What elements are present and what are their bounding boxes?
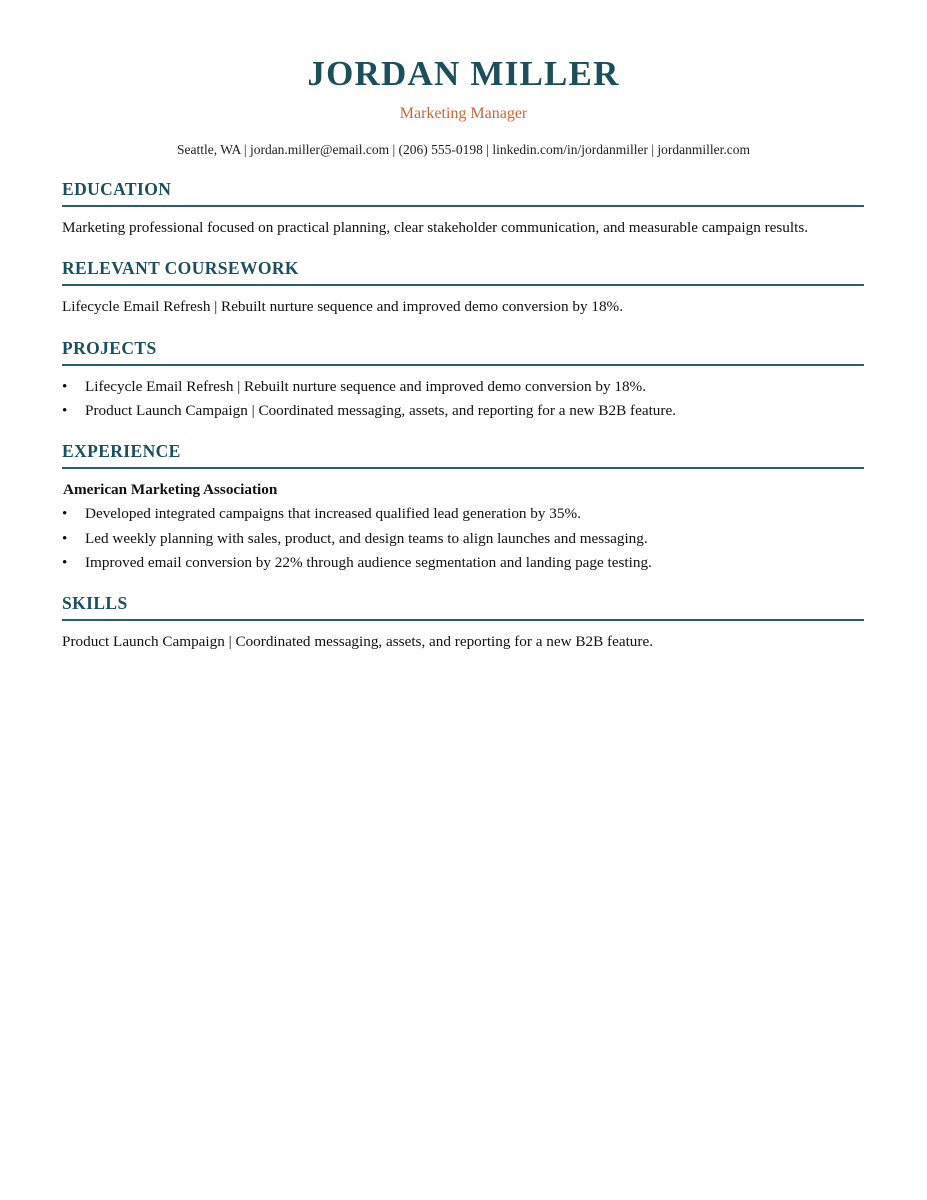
bullet-dot-icon: • [62,377,68,395]
section-divider-skills [62,619,864,621]
contact-info-line: Seattle, WA | jordan.miller@email.com | (206) 555-0198 | linkedin.com/in/jordanmiller | jordanmiller.com [177,142,750,158]
section-divider-experience [62,467,864,469]
candidate-job-title: Marketing Manager [399,105,528,123]
bullet-dot-icon: • [62,529,68,547]
section-heading-projects: PROJECTS [62,337,157,358]
section-spacer [62,586,864,593]
skills-text: Product Launch Campaign | Coordinated messaging, assets, and reporting for a new B2B feature. [62,633,653,651]
list-item [62,400,864,422]
list-item-text: Led weekly planning with sales, product, and design teams to align launches and messaging. [85,529,648,547]
section-divider-relevant-coursework [62,284,864,286]
list-item-text: Developed integrated campaigns that increased qualified lead generation by 35%. [85,505,581,523]
section-heading-education: EDUCATION [62,178,172,199]
section-heading-experience: EXPERIENCE [62,441,181,462]
list-item [62,503,864,525]
section-education [62,179,864,239]
section-spacer [62,331,864,338]
section-spacer [62,434,864,441]
section-skills [62,593,864,653]
coursework-text: Lifecycle Email Refresh | Rebuilt nurture sequence and improved demo conversion by 18%. [62,298,624,316]
resume-body [0,179,927,654]
list-item [62,376,864,398]
section-divider-projects [62,364,864,366]
projects-bullet-list [62,376,864,423]
bullet-dot-icon: • [62,554,68,572]
experience-organization-name: American Marketing Association [63,481,278,499]
list-item [62,528,864,550]
section-divider-education [62,205,864,207]
list-item-text: Product Launch Campaign | Coordinated messaging, assets, and reporting for a new B2B feature. [85,401,676,419]
section-projects [62,338,864,423]
list-item-text: Lifecycle Email Refresh | Rebuilt nurture sequence and improved demo conversion by 18%. [85,377,647,395]
resume-header [0,0,927,159]
section-heading-relevant-coursework: RELEVANT COURSEWORK [62,258,299,279]
experience-bullet-list [62,503,864,574]
section-relevant-coursework [62,258,864,318]
list-item [62,552,864,574]
bullet-dot-icon: • [62,401,68,419]
education-summary-text: Marketing professional focused on practical planning, clear stakeholder communication, and measurable campaign results. [62,218,809,236]
section-heading-skills: SKILLS [62,593,128,614]
section-experience [62,441,864,574]
bullet-dot-icon: • [62,505,68,523]
candidate-name: JORDAN MILLER [307,54,620,93]
list-item-text: Improved email conversion by 22% through audience segmentation and landing page testing. [85,554,652,572]
section-spacer [62,251,864,258]
